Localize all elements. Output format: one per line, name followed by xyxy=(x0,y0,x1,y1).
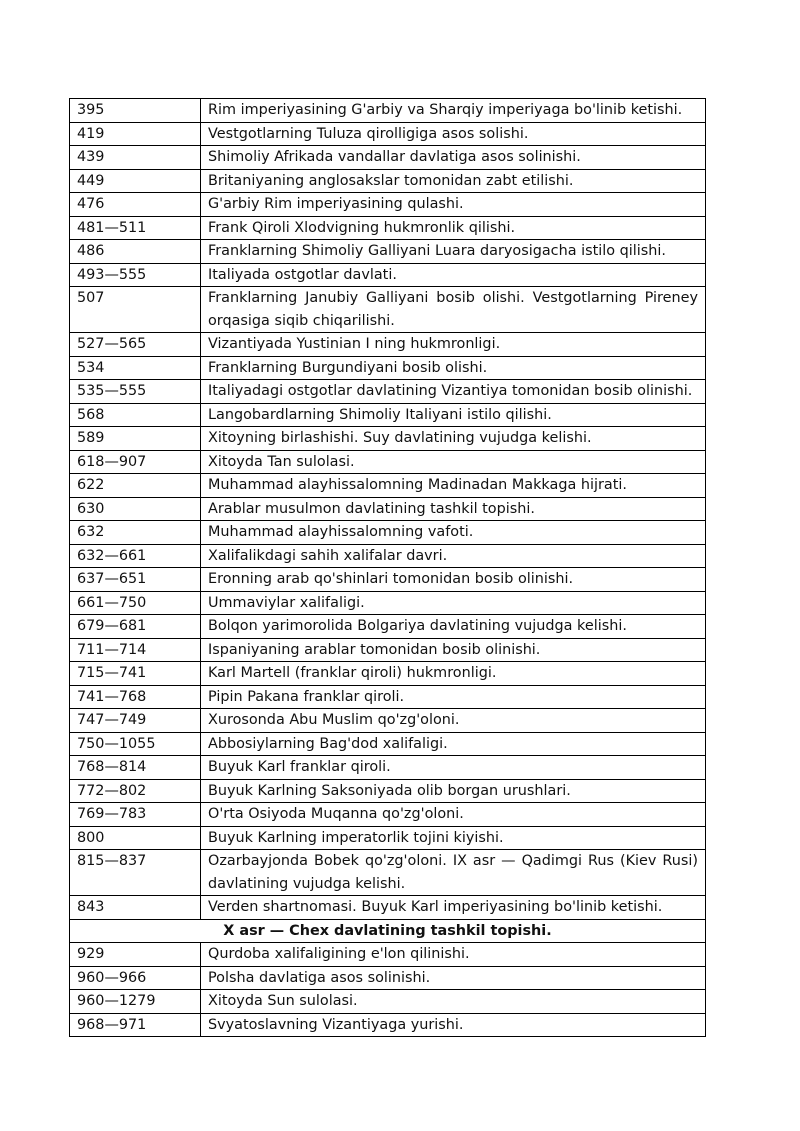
event-cell: Pipin Pakana franklar qiroli. xyxy=(201,685,706,709)
date-cell: 481—511 xyxy=(70,216,201,240)
date-cell: 747—749 xyxy=(70,709,201,733)
date-cell: 527—565 xyxy=(70,333,201,357)
event-cell: Britaniyaning anglosakslar tomonidan zabt etilishi. xyxy=(201,169,706,193)
table-row xyxy=(70,427,706,451)
table-row xyxy=(70,803,706,827)
table-row xyxy=(70,146,706,170)
event-cell: Italiyadagi ostgotlar davlatining Vizantiya tomonidan bosib olinishi. xyxy=(201,380,706,404)
event-cell: Xalifalikdagi sahih xalifalar davri. xyxy=(201,544,706,568)
table-row xyxy=(70,1013,706,1037)
table-row xyxy=(70,662,706,686)
date-cell: 960—966 xyxy=(70,966,201,990)
event-cell: Eronning arab qo'shinlari tomonidan bosib olinishi. xyxy=(201,568,706,592)
date-cell: 493—555 xyxy=(70,263,201,287)
date-cell: 711—714 xyxy=(70,638,201,662)
event-cell: Buyuk Karlning imperatorlik tojini kiyishi. xyxy=(201,826,706,850)
event-cell: Ozarbayjonda Bobek qo'zg'oloni. IX asr — Qadimgi Rus (Kiev Rusi) davlatining vujudga kelishi. xyxy=(201,850,706,896)
date-cell: 768—814 xyxy=(70,756,201,780)
date-cell: 618—907 xyxy=(70,450,201,474)
event-cell: Xitoyda Tan sulolasi. xyxy=(201,450,706,474)
table-row xyxy=(70,193,706,217)
date-cell: 486 xyxy=(70,240,201,264)
table-row xyxy=(70,779,706,803)
event-cell: Rim imperiyasining G'arbiy va Sharqiy imperiyaga bo'linib ketishi. xyxy=(201,99,706,123)
chronology-table xyxy=(69,98,706,1037)
event-cell: Franklarning Burgundiyani bosib olishi. xyxy=(201,356,706,380)
date-cell: 449 xyxy=(70,169,201,193)
event-cell: Buyuk Karlning Saksoniyada olib borgan urushlari. xyxy=(201,779,706,803)
table-row xyxy=(70,380,706,404)
table-row xyxy=(70,287,706,333)
table-row xyxy=(70,356,706,380)
date-cell: 632—661 xyxy=(70,544,201,568)
date-cell: 750—1055 xyxy=(70,732,201,756)
table-row xyxy=(70,99,706,123)
date-cell: 800 xyxy=(70,826,201,850)
date-cell: 535—555 xyxy=(70,380,201,404)
event-cell: Langobardlarning Shimoliy Italiyani istilo qilishi. xyxy=(201,403,706,427)
event-cell: Italiyada ostgotlar davlati. xyxy=(201,263,706,287)
date-cell: 395 xyxy=(70,99,201,123)
table-row xyxy=(70,474,706,498)
table-row xyxy=(70,896,706,920)
date-cell: 968—971 xyxy=(70,1013,201,1037)
table-row xyxy=(70,638,706,662)
section-heading: X asr — Chex davlatining tashkil topishi. xyxy=(70,919,706,943)
date-cell: 843 xyxy=(70,896,201,920)
date-cell: 960—1279 xyxy=(70,990,201,1014)
event-cell: Franklarning Janubiy Galliyani bosib olishi. Vestgotlarning Pireney orqasiga siqib chiqarilishi. xyxy=(201,287,706,333)
date-cell: 769—783 xyxy=(70,803,201,827)
event-cell: O'rta Osiyoda Muqanna qo'zg'oloni. xyxy=(201,803,706,827)
table-row xyxy=(70,216,706,240)
event-cell: Bolqon yarimorolida Bolgariya davlatining vujudga kelishi. xyxy=(201,615,706,639)
event-cell: Qurdoba xalifaligining e'lon qilinishi. xyxy=(201,943,706,967)
date-cell: 679—681 xyxy=(70,615,201,639)
table-row xyxy=(70,850,706,896)
table-row xyxy=(70,943,706,967)
date-cell: 568 xyxy=(70,403,201,427)
date-cell: 632 xyxy=(70,521,201,545)
date-cell: 622 xyxy=(70,474,201,498)
date-cell: 715—741 xyxy=(70,662,201,686)
table-row xyxy=(70,709,706,733)
table-row xyxy=(70,826,706,850)
event-cell: Muhammad alayhissalomning vafoti. xyxy=(201,521,706,545)
event-cell: Shimoliy Afrikada vandallar davlatiga asos solinishi. xyxy=(201,146,706,170)
table-row xyxy=(70,403,706,427)
event-cell: Svyatoslavning Vizantiyaga yurishi. xyxy=(201,1013,706,1037)
event-cell: Frank Qiroli Xlodvigning hukmronlik qilishi. xyxy=(201,216,706,240)
event-cell: Polsha davlatiga asos solinishi. xyxy=(201,966,706,990)
event-cell: Buyuk Karl franklar qiroli. xyxy=(201,756,706,780)
table-row xyxy=(70,966,706,990)
table-row xyxy=(70,497,706,521)
date-cell: 772—802 xyxy=(70,779,201,803)
date-cell: 630 xyxy=(70,497,201,521)
date-cell: 637—651 xyxy=(70,568,201,592)
table-row xyxy=(70,990,706,1014)
date-cell: 507 xyxy=(70,287,201,333)
date-cell: 741—768 xyxy=(70,685,201,709)
event-cell: Karl Martell (franklar qiroli) hukmronligi. xyxy=(201,662,706,686)
event-cell: Abbosiylarning Bag'dod xalifaligi. xyxy=(201,732,706,756)
event-cell: Xitoyning birlashishi. Suy davlatining vujudga kelishi. xyxy=(201,427,706,451)
event-cell: Franklarning Shimoliy Galliyani Luara daryosigacha istilo qilishi. xyxy=(201,240,706,264)
section-heading-row xyxy=(70,919,706,943)
table-row xyxy=(70,568,706,592)
event-cell: Muhammad alayhissalomning Madinadan Makkaga hijrati. xyxy=(201,474,706,498)
date-cell: 439 xyxy=(70,146,201,170)
table-row xyxy=(70,685,706,709)
event-cell: Vestgotlarning Tuluza qirolligiga asos solishi. xyxy=(201,122,706,146)
event-cell: Vizantiyada Yustinian I ning hukmronligi. xyxy=(201,333,706,357)
table-row xyxy=(70,615,706,639)
event-cell: Xurosonda Abu Muslim qo'zg'oloni. xyxy=(201,709,706,733)
date-cell: 476 xyxy=(70,193,201,217)
event-cell: Ispaniyaning arablar tomonidan bosib olinishi. xyxy=(201,638,706,662)
event-cell: Ummaviylar xalifaligi. xyxy=(201,591,706,615)
table-row xyxy=(70,240,706,264)
table-row xyxy=(70,450,706,474)
table-row xyxy=(70,169,706,193)
table-row xyxy=(70,756,706,780)
table-row xyxy=(70,591,706,615)
date-cell: 929 xyxy=(70,943,201,967)
date-cell: 661—750 xyxy=(70,591,201,615)
date-cell: 815—837 xyxy=(70,850,201,896)
event-cell: G'arbiy Rim imperiyasining qulashi. xyxy=(201,193,706,217)
table-row xyxy=(70,122,706,146)
event-cell: Arablar musulmon davlatining tashkil topishi. xyxy=(201,497,706,521)
event-cell: Verden shartnomasi. Buyuk Karl imperiyasining bo'linib ketishi. xyxy=(201,896,706,920)
date-cell: 534 xyxy=(70,356,201,380)
table-row xyxy=(70,732,706,756)
table-body xyxy=(70,99,706,1037)
table-row xyxy=(70,544,706,568)
date-cell: 589 xyxy=(70,427,201,451)
table-row xyxy=(70,333,706,357)
date-cell: 419 xyxy=(70,122,201,146)
event-cell: Xitoyda Sun sulolasi. xyxy=(201,990,706,1014)
table-row xyxy=(70,263,706,287)
table-row xyxy=(70,521,706,545)
